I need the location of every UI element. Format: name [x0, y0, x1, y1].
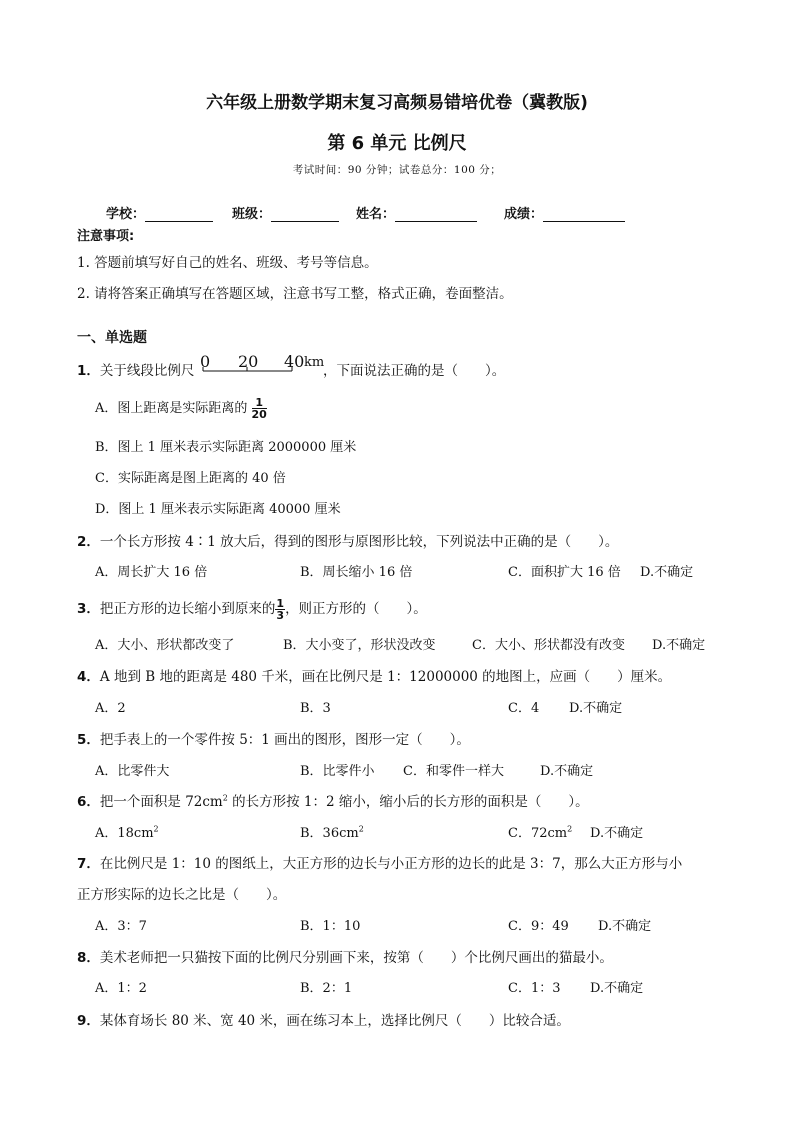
q6-option-d[interactable]: D.不确定: [590, 826, 644, 841]
q2-option-c[interactable]: C．面积扩大 16 倍: [508, 565, 621, 580]
unit-subtitle: 第 6 单元 比例尺: [327, 133, 467, 154]
class-blank[interactable]: [271, 207, 339, 222]
note-item: 2. 请将答案正确填写在答题区域，注意书写工整，格式正确，卷面整洁。: [77, 286, 513, 302]
q4-option-b[interactable]: B．3: [300, 701, 331, 716]
question-text: 美术老师把一只猫按下面的比例尺分别画下来，按第（ ）个比例尺画出的猫最小。: [99, 950, 613, 966]
question-text: A 地到 B 地的距离是 480 千米，画在比例尺是 1：12000000 的地图上，应画（ ）厘米。: [99, 669, 672, 685]
q2-option-a[interactable]: A．周长扩大 16 倍: [95, 565, 208, 580]
question-3: [77, 597, 427, 621]
q2-option-b[interactable]: B．周长缩小 16 倍: [300, 565, 413, 580]
section-title: 一、单选题: [77, 330, 147, 346]
frac-numerator: 1: [276, 597, 285, 610]
question-6: [77, 790, 589, 810]
question-number: 4．: [77, 669, 100, 685]
option-text: A．图上距离是实际距离的: [95, 401, 248, 416]
q5-option-d[interactable]: D.不确定: [540, 764, 594, 779]
name-label: 姓名：: [356, 207, 396, 222]
question-text: 某体育场长 80 米、宽 40 米，画在练习本上，选择比例尺（ ）比较合适。: [99, 1013, 570, 1029]
q6-option-c[interactable]: [508, 822, 572, 841]
question-4: [77, 665, 671, 685]
q7-option-a[interactable]: A．3：7: [95, 919, 147, 934]
q4-option-d[interactable]: D.不确定: [569, 701, 623, 716]
question-9: [77, 1009, 570, 1029]
school-field[interactable]: [106, 203, 213, 222]
score-field[interactable]: [504, 203, 625, 222]
question-text: 把手表上的一个零件按 5：1 画出的图形，图形一定（ ）。: [99, 732, 470, 748]
question-1: [77, 359, 194, 379]
q2-option-d[interactable]: D.不确定: [640, 565, 694, 580]
q7-option-c[interactable]: C．9：49: [508, 919, 569, 934]
q4-option-c[interactable]: C．4: [508, 701, 540, 716]
score-label: 成绩：: [504, 207, 544, 222]
option-text: C．72cm: [508, 826, 568, 841]
fraction: [252, 397, 267, 420]
superscript: 2: [153, 824, 159, 834]
question-text: 在比例尺是 1：10 的图纸上，大正方形的边长与小正方形的边长的此是 3：7，那么大正方形与小: [99, 856, 683, 872]
question-8: [77, 946, 613, 966]
note-item: 1. 答题前填写好自己的姓名、班级、考号等信息。: [77, 255, 378, 271]
line-scale: [200, 352, 324, 378]
question-text-suffix: 的长方形按 1：2 缩小，缩小后的长方形的面积是（ ）。: [227, 794, 589, 810]
q1-option-c[interactable]: C．实际距离是图上距离的 40 倍: [95, 471, 286, 486]
question-number: 3．: [77, 601, 100, 617]
class-field[interactable]: [232, 203, 339, 222]
q7-option-d[interactable]: D.不确定: [598, 919, 652, 934]
q8-option-b[interactable]: B．2：1: [300, 981, 353, 996]
question-number: 9．: [77, 1013, 100, 1029]
question-text: 把正方形的边长缩小到原来的: [99, 601, 276, 617]
scale-tick-40: 40: [284, 352, 305, 371]
superscript: 2: [567, 824, 573, 834]
fraction: [275, 598, 285, 621]
notes-heading: 注意事项:: [77, 229, 135, 244]
superscript: 2: [222, 793, 228, 803]
class-label: 班级：: [232, 207, 272, 222]
question-number: 8．: [77, 950, 100, 966]
question-text: 一个长方形按 4∶1 放大后，得到的图形与原图形比较，下列说法中正确的是（ ）。: [99, 534, 619, 550]
option-text: A．18cm: [95, 826, 154, 841]
option-text: B．36cm: [300, 826, 359, 841]
school-label: 学校：: [106, 207, 146, 222]
q8-option-d[interactable]: D.不确定: [590, 981, 644, 996]
question-number: 1．: [77, 363, 100, 379]
school-blank[interactable]: [145, 207, 213, 222]
name-blank[interactable]: [395, 207, 477, 222]
q3-option-b[interactable]: B．大小变了，形状没改变: [283, 638, 436, 653]
question-text: 把一个面积是 72cm: [99, 794, 223, 810]
q1-option-b[interactable]: B．图上 1 厘米表示实际距离 2000000 厘米: [95, 440, 357, 455]
q5-option-b[interactable]: B．比零件小: [300, 764, 375, 779]
q8-option-c[interactable]: C．1：3: [508, 981, 561, 996]
question-7: [77, 852, 682, 872]
page-title: 六年级上册数学期末复习高频易错培优卷（冀教版): [206, 93, 588, 113]
scale-tick-20: 20: [238, 352, 259, 371]
q1-option-d[interactable]: D．图上 1 厘米表示实际距离 40000 厘米: [95, 502, 341, 517]
q6-option-b[interactable]: [300, 822, 364, 841]
q3-option-d[interactable]: D.不确定: [652, 638, 706, 653]
question-number: 7．: [77, 856, 100, 872]
q1-option-a[interactable]: [95, 397, 267, 420]
question-5: [77, 728, 470, 748]
q5-option-c[interactable]: C．和零件一样大: [403, 764, 504, 779]
question-1-suffix: ，下面说法正确的是（ ）。: [323, 363, 506, 379]
frac-denominator: 3: [276, 609, 285, 622]
frac-numerator: 1: [252, 397, 267, 409]
score-blank[interactable]: [543, 207, 625, 222]
question-text: 关于线段比例尺: [99, 363, 195, 379]
question-number: 2．: [77, 534, 100, 550]
q8-option-a[interactable]: A．1：2: [95, 981, 147, 996]
question-text-suffix: ，则正方形的（ ）。: [285, 601, 427, 617]
question-2: [77, 530, 618, 550]
exam-meta: 考试时间：90 分钟；试卷总分：100 分；: [292, 164, 502, 176]
q3-option-a[interactable]: A．大小、形状都改变了: [95, 638, 235, 653]
question-7-line2: 正方形实际的边长之比是（ ）。: [77, 887, 287, 903]
q4-option-a[interactable]: A．2: [95, 701, 126, 716]
q3-option-c[interactable]: C．大小、形状都没有改变: [472, 638, 625, 653]
q6-option-a[interactable]: [95, 822, 159, 841]
question-number: 6．: [77, 794, 100, 810]
scale-tick-0: 0: [200, 352, 211, 371]
superscript: 2: [358, 824, 364, 834]
q5-option-a[interactable]: A．比零件大: [95, 764, 170, 779]
question-number: 5．: [77, 732, 100, 748]
scale-unit: km: [304, 355, 325, 370]
frac-denominator: 20: [251, 408, 267, 421]
name-field[interactable]: [356, 203, 477, 222]
q7-option-b[interactable]: B．1：10: [300, 919, 361, 934]
